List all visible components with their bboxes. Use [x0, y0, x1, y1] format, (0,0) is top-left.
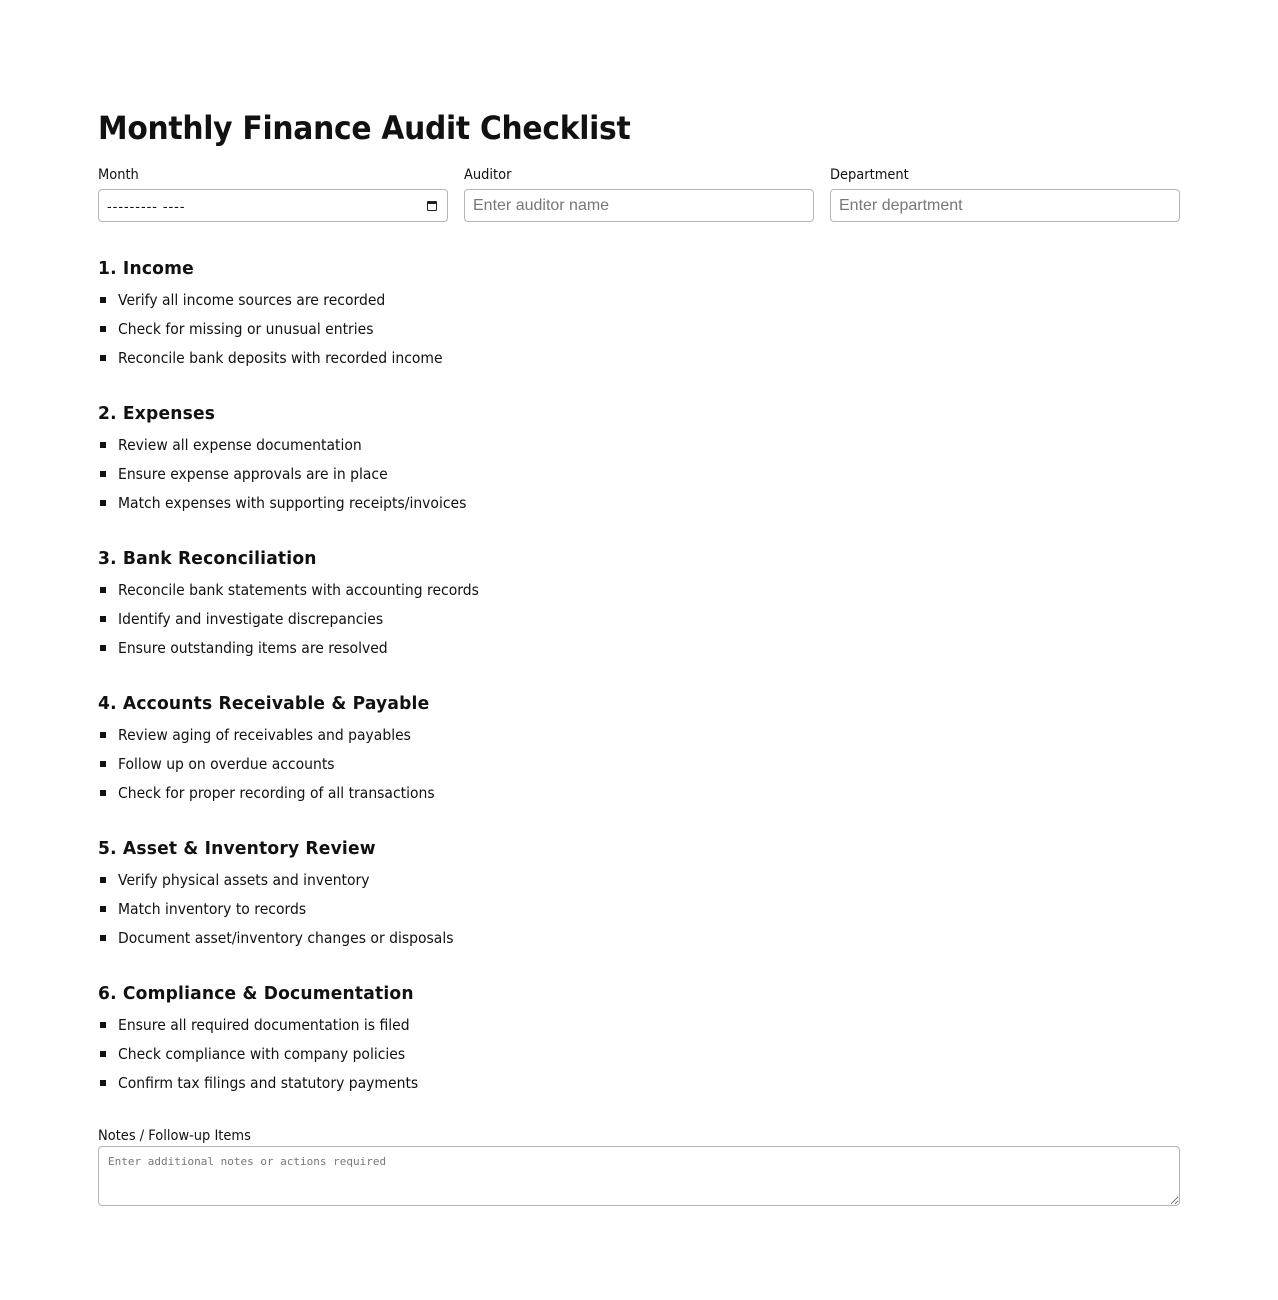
department-input[interactable] [839, 197, 1171, 215]
notes-field [98, 1127, 1180, 1206]
section-compliance [98, 980, 506, 1125]
checklist [98, 865, 506, 952]
list-item: Confirm tax filings and statutory payments [98, 1068, 506, 1097]
bullet-icon [100, 1051, 106, 1057]
list-item: Review all expense documentation [98, 430, 506, 459]
bullet-icon [100, 935, 106, 941]
list-item: Verify all income sources are recorded [98, 285, 506, 314]
bullet-icon [100, 500, 106, 506]
list-item: Document asset/inventory changes or disposals [98, 923, 506, 952]
section-asset-inventory [98, 835, 506, 980]
section-title: 3. Bank Reconciliation [98, 548, 317, 569]
auditor-field [464, 166, 814, 222]
bullet-icon [100, 761, 106, 767]
bullet-icon [100, 471, 106, 477]
section-bank-reconciliation [98, 545, 506, 690]
checklist [98, 285, 506, 372]
notes-label: Notes / Follow-up Items [98, 1128, 251, 1144]
section-title: 6. Compliance & Documentation [98, 983, 414, 1004]
bullet-icon [100, 355, 106, 361]
department-label: Department [830, 167, 909, 183]
page-title: Monthly Finance Audit Checklist [98, 109, 631, 147]
month-value[interactable]: --------- ---- [107, 197, 186, 214]
bullet-icon [100, 732, 106, 738]
list-item: Ensure outstanding items are resolved [98, 633, 506, 662]
auditor-input-wrapper [464, 189, 814, 222]
bullet-icon [100, 326, 106, 332]
department-input-wrapper [830, 189, 1180, 222]
bullet-icon [100, 877, 106, 883]
auditor-label: Auditor [464, 167, 512, 183]
checklist [98, 575, 506, 662]
bullet-icon [100, 297, 106, 303]
checklist [98, 430, 506, 517]
checklist [98, 720, 506, 807]
list-item: Ensure all required documentation is filed [98, 1010, 506, 1039]
checklist-sections [98, 255, 506, 1125]
auditor-input[interactable] [473, 197, 805, 215]
section-title: 5. Asset & Inventory Review [98, 838, 376, 859]
list-item: Check for proper recording of all transactions [98, 778, 506, 807]
bullet-icon [100, 1022, 106, 1028]
bullet-icon [100, 645, 106, 651]
list-item: Reconcile bank deposits with recorded income [98, 343, 506, 372]
month-label: Month [98, 167, 139, 183]
department-field [830, 166, 1180, 222]
section-accounts [98, 690, 506, 835]
bullet-icon [100, 1080, 106, 1086]
section-title: 1. Income [98, 258, 194, 279]
section-expenses [98, 400, 506, 545]
list-item: Ensure expense approvals are in place [98, 459, 506, 488]
notes-textarea[interactable] [98, 1146, 1180, 1206]
list-item: Match inventory to records [98, 894, 506, 923]
month-input[interactable] [98, 189, 448, 222]
list-item: Reconcile bank statements with accounting records [98, 575, 506, 604]
list-item: Check compliance with company policies [98, 1039, 506, 1068]
list-item: Match expenses with supporting receipts/invoices [98, 488, 506, 517]
bullet-icon [100, 442, 106, 448]
section-title: 4. Accounts Receivable & Payable [98, 693, 430, 714]
calendar-icon[interactable] [427, 201, 437, 211]
list-item: Check for missing or unusual entries [98, 314, 506, 343]
list-item: Follow up on overdue accounts [98, 749, 506, 778]
list-item: Review aging of receivables and payables [98, 720, 506, 749]
section-title: 2. Expenses [98, 403, 216, 424]
header-fields [98, 166, 1180, 222]
bullet-icon [100, 587, 106, 593]
list-item: Verify physical assets and inventory [98, 865, 506, 894]
section-income [98, 255, 506, 400]
list-item: Identify and investigate discrepancies [98, 604, 506, 633]
checklist [98, 1010, 506, 1097]
bullet-icon [100, 790, 106, 796]
bullet-icon [100, 616, 106, 622]
bullet-icon [100, 906, 106, 912]
month-field [98, 166, 448, 222]
